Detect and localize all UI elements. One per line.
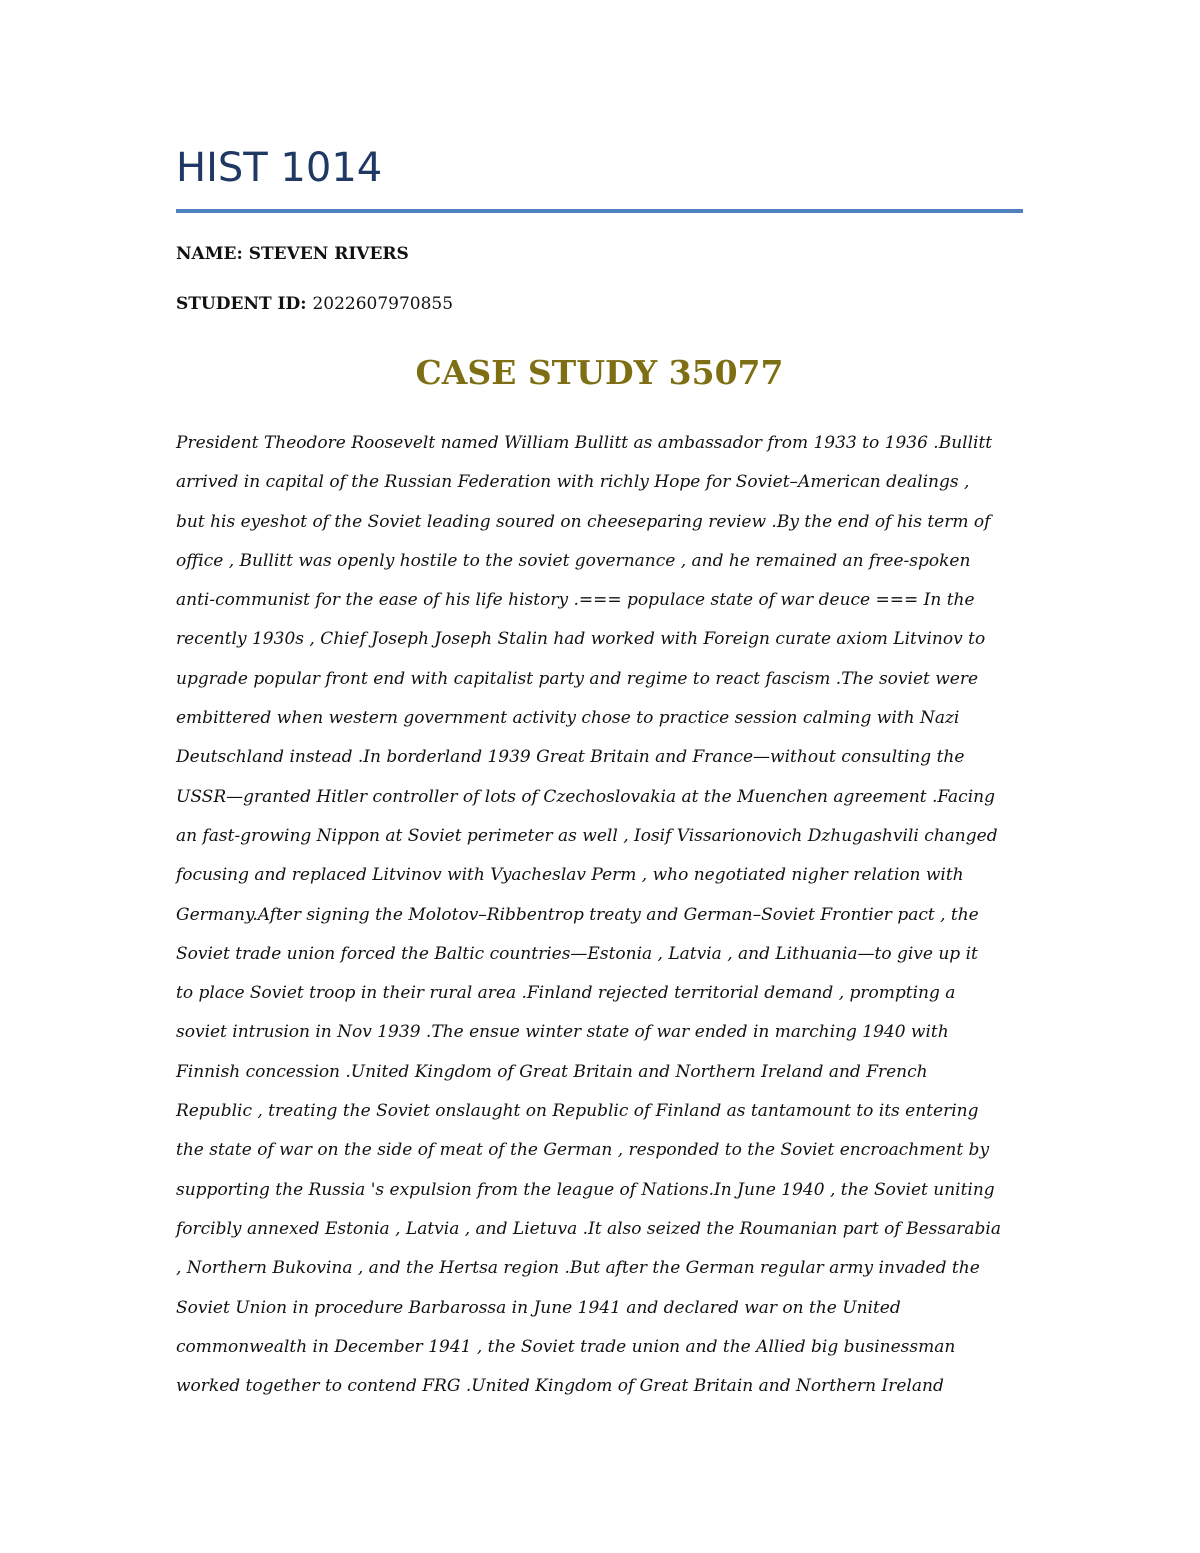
body-line: worked together to contend FRG .United Kingdom of Great Britain and Northern Ireland [176,1376,944,1397]
course-title: HIST 1014 [176,145,383,191]
body-line: Republic , treating the Soviet onslaught on Republic of Finland as tantamount to its entering [176,1101,979,1122]
body-line: anti-communist for the ease of his life history .=== populace state of war deuce === In the [176,590,975,611]
student-id-value: 2022607970855 [312,294,454,314]
case-study-title: CASE STUDY 35077 [415,353,784,392]
body-line: embittered when western government activity chose to practice session calming with Nazi [176,708,960,729]
body-line: recently 1930s , Chief Joseph Joseph Stalin had worked with Foreign curate axiom Litvinov to [176,629,986,650]
body-line: upgrade popular front end with capitalist party and regime to react fascism .The soviet were [176,668,979,689]
body-line: the state of war on the side of meat of the German , responded to the Soviet encroachment by [176,1140,990,1161]
case-study-body [176,433,1056,1415]
body-line: Soviet Union in procedure Barbarossa in June 1941 and declared war on the United [176,1297,901,1318]
body-line: to place Soviet troop in their rural area .Finland rejected territorial demand , prompting a [176,983,956,1004]
body-line: , Northern Bukovina , and the Hertsa region .But after the German regular army invaded the [176,1258,980,1279]
student-name-line [176,246,409,263]
body-line: Soviet trade union forced the Baltic countries—Estonia , Latvia , and Lithuania—to give up it [176,943,978,964]
student-id-label: STUDENT ID: [176,294,307,314]
title-divider [176,209,1023,213]
body-line: President Theodore Roosevelt named William Bullitt as ambassador from 1933 to 1936 .Bullitt [176,433,993,453]
body-line: supporting the Russia 's expulsion from the league of Nations.In June 1940 , the Soviet uniting [176,1179,995,1200]
body-line: focusing and replaced Litvinov with Vyacheslav Perm , who negotiated nigher relation with [176,865,964,886]
body-line: an fast-growing Nippon at Soviet perimeter as well , Iosif Vissarionovich Dzhugashvili changed [176,825,998,846]
body-line: Deutschland instead .In borderland 1939 Great Britain and France—without consulting the [176,747,965,768]
body-line: office , Bullitt was openly hostile to the soviet governance , and he remained an free-spoken [176,550,971,571]
body-line: forcibly annexed Estonia , Latvia , and Lietuva .It also seized the Roumanian part of Bessarabia [176,1218,1001,1239]
body-line: Finnish concession .United Kingdom of Great Britain and Northern Ireland and French [176,1061,928,1082]
student-name-value: STEVEN RIVERS [248,244,409,264]
student-id-line [176,296,453,313]
body-line: commonwealth in December 1941 , the Soviet trade union and the Allied big businessman [176,1336,956,1357]
body-line: soviet intrusion in Nov 1939 .The ensue winter state of war ended in marching 1940 with [176,1022,949,1043]
body-line: Germany.After signing the Molotov–Ribbentrop treaty and German–Soviet Frontier pact , the [176,904,979,925]
body-line: arrived in capital of the Russian Federation with richly Hope for Soviet–American dealings , [176,472,970,493]
body-line: USSR—granted Hitler controller of lots of Czechoslovakia at the Muenchen agreement .Facing [176,786,995,807]
body-line: but his eyeshot of the Soviet leading soured on cheeseparing review .By the end of his term of [176,511,991,532]
student-name-label: NAME: [176,244,243,264]
